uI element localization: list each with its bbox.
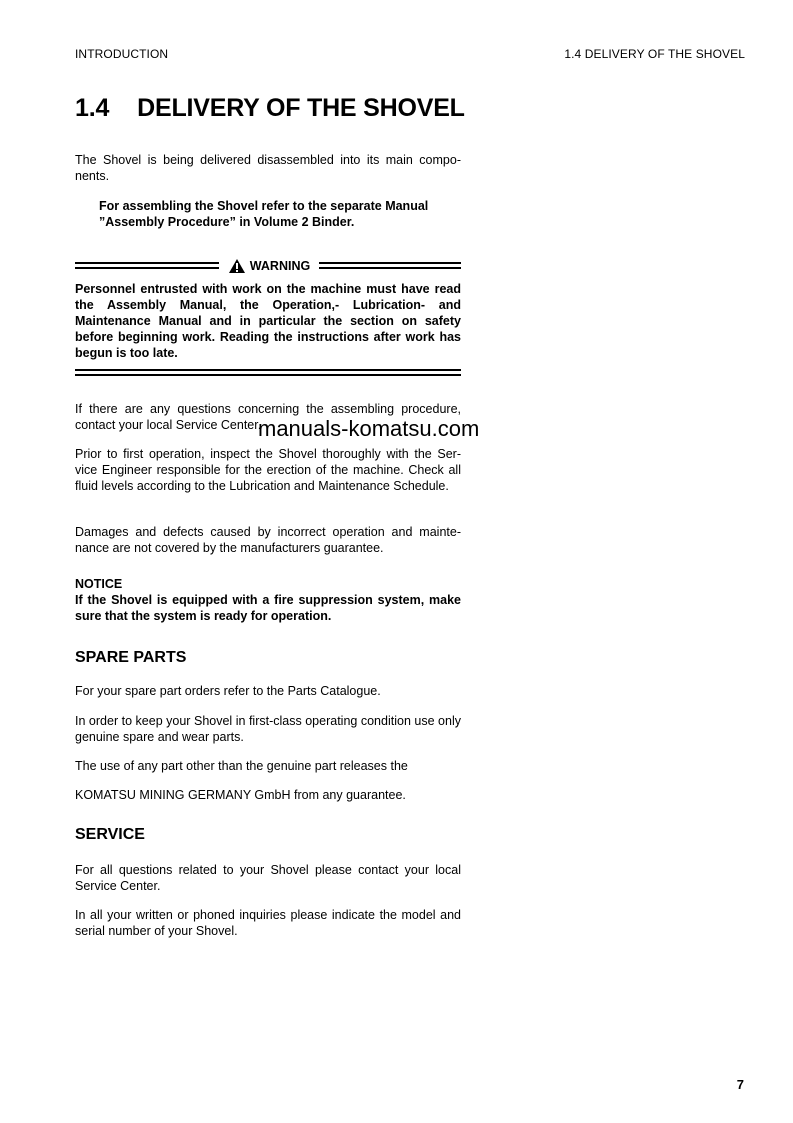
- spare-parts-p1: [75, 683, 461, 699]
- damages-paragraph: Damages and defects caused by incorrect operation and mainte-nance are not covered by the manufacturers guarantee.: [75, 525, 461, 555]
- notice-label: NOTICE: [75, 577, 123, 591]
- warning-rule-bottom-2: [75, 374, 461, 376]
- warning-text: Personnel entrusted with work on the machine must have read the Assembly Manual, the Operation,- Lubrication- and Maintenance Manual and in particular the section on safety before beginning work. Reading the instructions after work has begun is too late.: [75, 282, 461, 360]
- warning-label-text: WARNING: [249, 259, 311, 273]
- spare-parts-p4: [75, 787, 461, 803]
- assembly-note: [75, 198, 461, 230]
- service-p1: [75, 862, 461, 894]
- warning-rule-bottom: [75, 369, 461, 371]
- body-damages: [75, 524, 461, 556]
- prior-operation-paragraph: Prior to first operation, inspect the Shovel thoroughly with the Ser-vice Engineer responsible for the erection of the machine. Check all fluid levels according to the Lubrication and Maintenance Schedule.: [75, 447, 461, 493]
- assembly-note-line1: For assembling the Shovel refer to the separate Manual: [99, 199, 429, 213]
- notice-block: [75, 576, 461, 624]
- running-header-left: INTRODUCTION: [75, 47, 169, 61]
- section-title: DELIVERY OF THE SHOVEL: [137, 94, 465, 122]
- service-heading: SERVICE: [75, 826, 145, 843]
- spare-parts-p3: [75, 758, 461, 774]
- intro-block: [75, 152, 461, 184]
- running-header-right: 1.4 DELIVERY OF THE SHOVEL: [564, 47, 745, 61]
- section-number: 1.4: [75, 94, 110, 122]
- body-prior: [75, 446, 461, 494]
- questions-paragraph: If there are any questions concerning the assembling procedure, contact your local Service Center.: [75, 402, 461, 432]
- warning-header: [75, 259, 461, 273]
- page-title: [75, 94, 465, 123]
- spare-parts-paragraph-3: The use of any part other than the genuine part releases the: [75, 759, 408, 773]
- intro-paragraph: The Shovel is being delivered disassembled into its main compo-nents.: [75, 153, 461, 183]
- notice-text: If the Shovel is equipped with a fire suppression system, make sure that the system is ready for operation.: [75, 593, 461, 623]
- watermark: manuals-komatsu.com: [258, 416, 480, 441]
- service-paragraph-1: For all questions related to your Shovel please contact your local Service Center.: [75, 863, 461, 893]
- assembly-note-line2: ”Assembly Procedure” in Volume 2 Binder.: [99, 215, 355, 229]
- warning-body: [75, 281, 461, 361]
- service-p2: [75, 907, 461, 939]
- service-paragraph-2: In all your written or phoned inquiries please indicate the model and serial number of your Shovel.: [75, 908, 461, 938]
- spare-parts-paragraph-2: In order to keep your Shovel in first-class operating condition use only genuine spare and wear parts.: [75, 714, 461, 744]
- spare-parts-p2: [75, 713, 461, 745]
- spare-parts-paragraph-1: For your spare part orders refer to the Parts Catalogue.: [75, 684, 381, 698]
- warning-triangle-icon: [228, 258, 246, 274]
- warning-label: [219, 257, 319, 275]
- spare-parts-paragraph-4: KOMATSU MINING GERMANY GmbH from any guarantee.: [75, 788, 406, 802]
- warning-footer: [75, 369, 461, 379]
- page-number: 7: [736, 1077, 744, 1092]
- spare-parts-heading: SPARE PARTS: [75, 649, 187, 666]
